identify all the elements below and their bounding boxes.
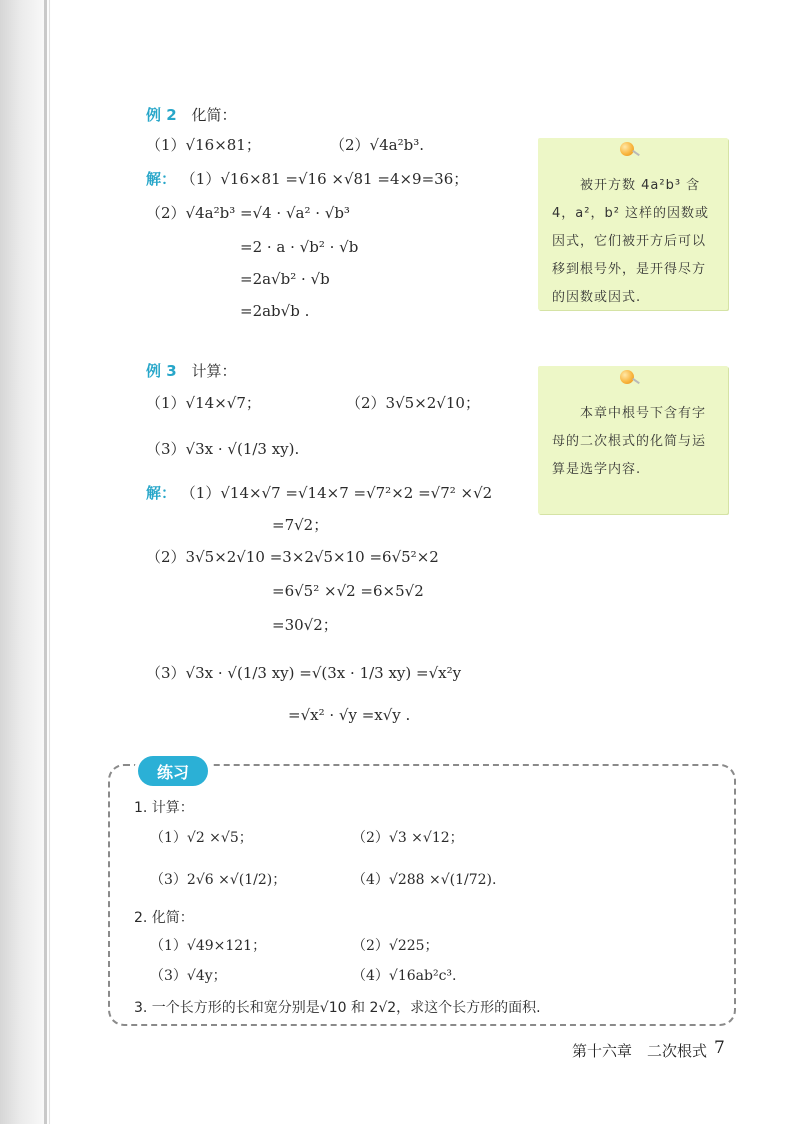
example2-problem-1: （1）√16×81； — [146, 136, 261, 154]
page-number: 7 — [714, 1038, 725, 1058]
example2-step-1: （1）√16×81 =√16 ×√81 =4×9=36； — [180, 170, 469, 188]
pin-icon — [620, 142, 634, 156]
exercise-q2-item-1: （1）√49×121； — [150, 938, 267, 954]
example2-title: 化简： — [191, 106, 237, 124]
exercise-q1-item-4: （4）√288 ×√(1/72). — [352, 872, 497, 888]
example3-solution-label: 解： — [146, 484, 177, 502]
example3-step-5: =30√2； — [272, 616, 338, 634]
example3-solution-1 — [146, 482, 492, 504]
example3-step-7: =√x² · √y =x√y . — [288, 706, 411, 724]
pin-icon — [620, 370, 634, 384]
margin-note-1 — [538, 138, 728, 310]
margin-note-2 — [538, 366, 728, 514]
exercise-q3: 3. 一个长方形的长和宽分别是√10 和 2√2，求这个长方形的面积. — [134, 1000, 541, 1016]
exercise-q1-title: 1. 计算： — [134, 800, 194, 816]
chapter-footer: 第十六章 二次根式 — [572, 1042, 708, 1060]
example2-solution-1 — [146, 168, 468, 190]
exercise-q2-item-4: （4）√16ab²c³. — [352, 968, 457, 984]
example3-step-3: （2）3√5×2√10 =3×2√5×10 =6√5²×2 — [146, 548, 439, 566]
example2-step-3: =2 · a · √b² · √b — [240, 238, 359, 256]
exercise-q1-item-2: （2）√3 ×√12； — [352, 830, 464, 846]
exercise-q1-item-3: （3）2√6 ×√(1/2)； — [150, 872, 287, 888]
example3-step-6: （3）√3x · √(1/3 xy) =√(3x · 1/3 xy) =√x²y — [146, 664, 462, 682]
exercise-tab: 练习 — [138, 756, 208, 786]
example2-step-4: =2a√b² · √b — [240, 270, 330, 288]
example3-header — [146, 360, 236, 382]
exercise-q1-item-1: （1）√2 ×√5； — [150, 830, 253, 846]
example3-title: 计算： — [191, 362, 237, 380]
example3-step-2: =7√2； — [272, 516, 329, 534]
example2-heading: 例 2 — [146, 106, 177, 124]
example3-heading: 例 3 — [146, 362, 177, 380]
binding-edge — [44, 0, 47, 1124]
example3-step-4: =6√5² ×√2 =6×5√2 — [272, 582, 424, 600]
example2-step-5: =2ab√b . — [240, 302, 310, 320]
example3-problem-1: （1）√14×√7； — [146, 394, 261, 412]
margin-note-1-text: 被开方数 4a²b³ 含 4，a²，b² 这样的因数或因式，它们被开方后可以移到根号外，是开得尽方的因数或因式. — [552, 178, 710, 305]
example3-problem-2: （2）3√5×2√10； — [346, 394, 480, 412]
exercise-q2-title: 2. 化简： — [134, 910, 194, 926]
example2-solution-label: 解： — [146, 170, 177, 188]
example3-problem-3: （3）√3x · √(1/3 xy). — [146, 440, 300, 458]
example2-header — [146, 104, 236, 126]
example2-step-2: （2）√4a²b³ =√4 · √a² · √b³ — [146, 204, 350, 222]
exercise-q2-item-3: （3）√4y； — [150, 968, 227, 984]
example3-step-1: （1）√14×√7 =√14×7 =√7²×2 =√7² ×√2 — [180, 484, 493, 502]
example2-problem-2: （2）√4a²b³. — [330, 136, 424, 154]
binding-edge-thin — [49, 0, 50, 1124]
exercise-q2-item-2: （2）√225； — [352, 938, 439, 954]
margin-note-2-text: 本章中根号下含有字母的二次根式的化简与运算是选学内容. — [552, 406, 707, 477]
exercise-box — [108, 764, 736, 1026]
